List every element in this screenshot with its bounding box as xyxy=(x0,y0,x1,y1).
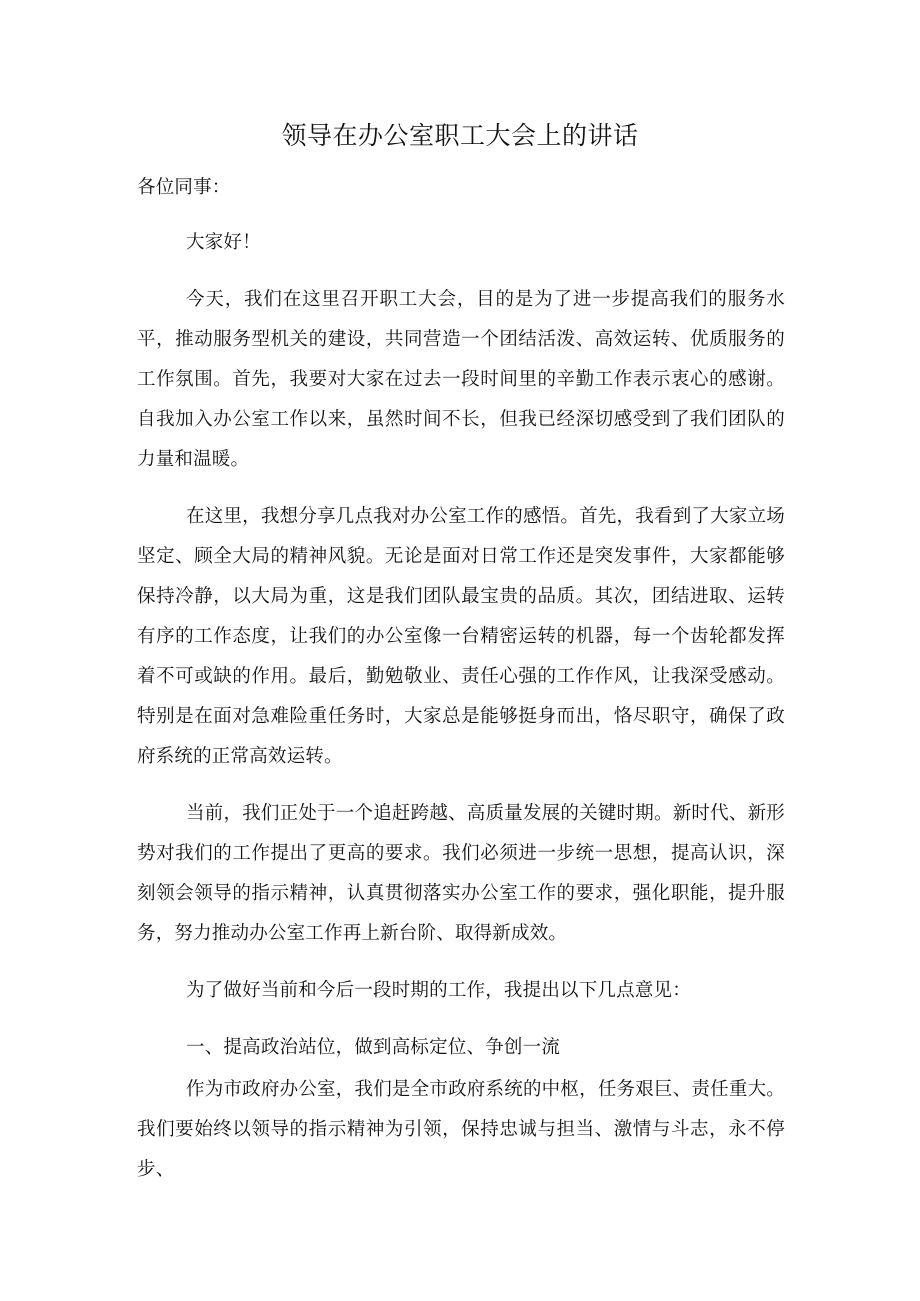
paragraph-3: 当前，我们正处于一个追赶跨越、高质量发展的关键时期。新时代、新形势对我们的工作提出了更高的要求。我们必须进一步统一思想，提高认识，深刻领会领导的指示精神，认真贯彻落实办公室工作的要求，强化职能，提升服务，努力推动办公室工作再上新台阶、取得新成效。 xyxy=(137,803,785,944)
greeting: 大家好！ xyxy=(186,232,261,253)
section-paragraph: 作为市政府办公室，我们是全市政府系统的中枢，任务艰巨、责任重大。我们要始终以领导的指示精神为引领，保持忠诚与担当、激情与斗志，永不停步、 xyxy=(137,1079,785,1180)
document-body xyxy=(137,168,785,1207)
paragraph-2: 在这里，我想分享几点我对办公室工作的感悟。首先，我看到了大家立场坚定、顾全大局的精神风貌。无论是面对日常工作还是突发事件，大家都能够保持冷静，以大局为重，这是我们团队最宝贵的品质。其次，团结进取、运转有序的工作态度，让我们的办公室像一台精密运转的机器，每一个齿轮都发挥着不可或缺的作用。最后，勤勉敬业、责任心强的工作作风，让我深受感动。特别是在面对急难险重任务时，大家总是能够挺身而出，恪尽职守，确保了政府系统的正常高效运转。 xyxy=(137,506,785,767)
paragraph-1: 今天，我们在这里召开职工大会，目的是为了进一步提高我们的服务水平，推动服务型机关的建设，共同营造一个团结活泼、高效运转、优质服务的工作氛围。首先，我要对大家在过去一段时间里的辛勤工作表示衷心的感谢。自我加入办公室工作以来，虽然时间不长，但我已经深切感受到了我们团队的力量和温暖。 xyxy=(137,289,785,470)
paragraph-4: 为了做好当前和今后一段时期的工作，我提出以下几点意见： xyxy=(186,980,691,1001)
section-heading: 一、提高政治站位，做到高标定位、争创一流 xyxy=(186,1037,561,1058)
salutation: 各位同事： xyxy=(137,177,231,198)
document-title: 领导在办公室职工大会上的讲话 xyxy=(281,121,639,150)
